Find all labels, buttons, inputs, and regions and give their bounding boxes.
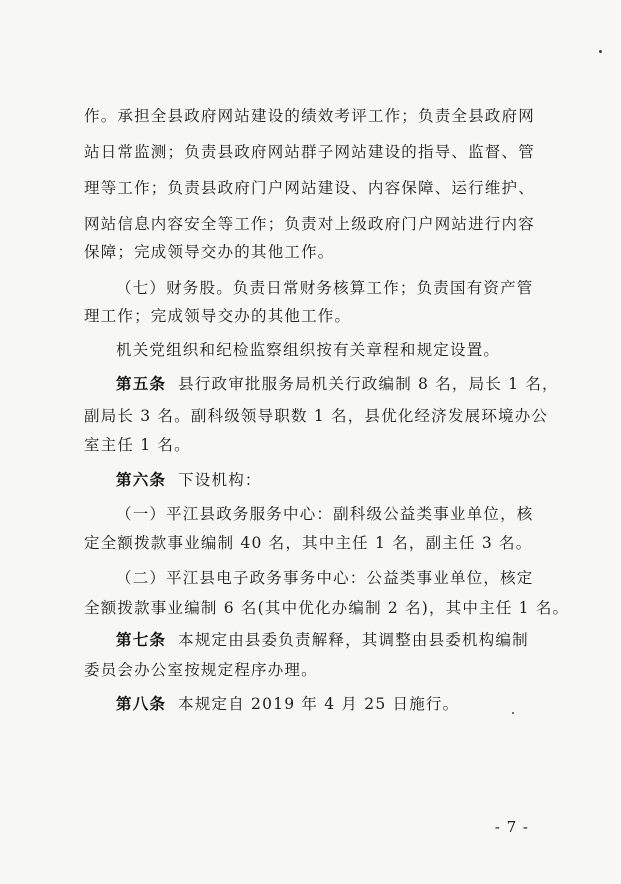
article-8-line	[116, 692, 459, 714]
body-text-line: 作。承担全县政府网站建设的绩效考评工作；负责全县政府网	[84, 107, 535, 125]
body-text-line: （七）财务股。负责日常财务核算工作；负责国有资产管	[116, 279, 534, 297]
body-text-line: 定全额拨款事业编制 40 名，其中主任 1 名，副主任 3 名。	[84, 534, 533, 552]
article-text: 本规定自 2019 年 4 月 25 日施行。	[178, 695, 460, 713]
body-text-line: 副局长 3 名。副科级领导职数 1 名，县优化经济发展环境办公	[84, 407, 549, 425]
article-text: 下设机构：	[178, 471, 262, 489]
body-text-line: 全额拨款事业编制 6 名(其中优化办编制 2 名)，其中主任 1 名。	[84, 599, 570, 617]
scan-speck	[599, 50, 602, 53]
body-text-line: 理等工作；负责县政府门户网站建设、内容保障、运行维护、	[84, 179, 535, 197]
body-text-line: 站日常监测；负责县政府网站群子网站建设的指导、监督、管	[84, 143, 535, 161]
body-text-line: （一）平江县政务服务中心：副科级公益类事业单位，核	[116, 505, 534, 523]
article-heading: 第七条	[116, 630, 167, 649]
body-text-line: 理工作；完成领导交办的其他工作。	[84, 307, 352, 325]
body-text-line: 机关党组织和纪检监察组织按有关章程和规定设置。	[116, 341, 501, 359]
body-text-line: 网站信息内容安全等工作；负责对上级政府门户网站进行内容	[84, 215, 535, 233]
body-text-line: 保障；完成领导交办的其他工作。	[84, 243, 335, 261]
body-text-line: （二）平江县电子政务事务中心：公益类事业单位，核定	[116, 569, 534, 587]
body-text-line: 室主任 1 名。	[84, 436, 191, 454]
article-text: 本规定由县委负责解释，其调整由县委机构编制	[178, 631, 529, 649]
page-number: - 7 -	[494, 818, 529, 836]
body-text-line: 委员会办公室按规定程序办理。	[84, 661, 318, 679]
article-heading: 第六条	[116, 470, 167, 489]
article-6-line	[116, 468, 262, 490]
article-heading: 第五条	[116, 374, 167, 393]
article-5-line	[116, 372, 559, 394]
article-heading: 第八条	[116, 694, 167, 713]
scan-speck	[512, 712, 514, 714]
article-7-line	[116, 628, 529, 650]
article-text: 县行政审批服务局机关行政编制 8 名，局长 1 名，	[178, 375, 559, 393]
